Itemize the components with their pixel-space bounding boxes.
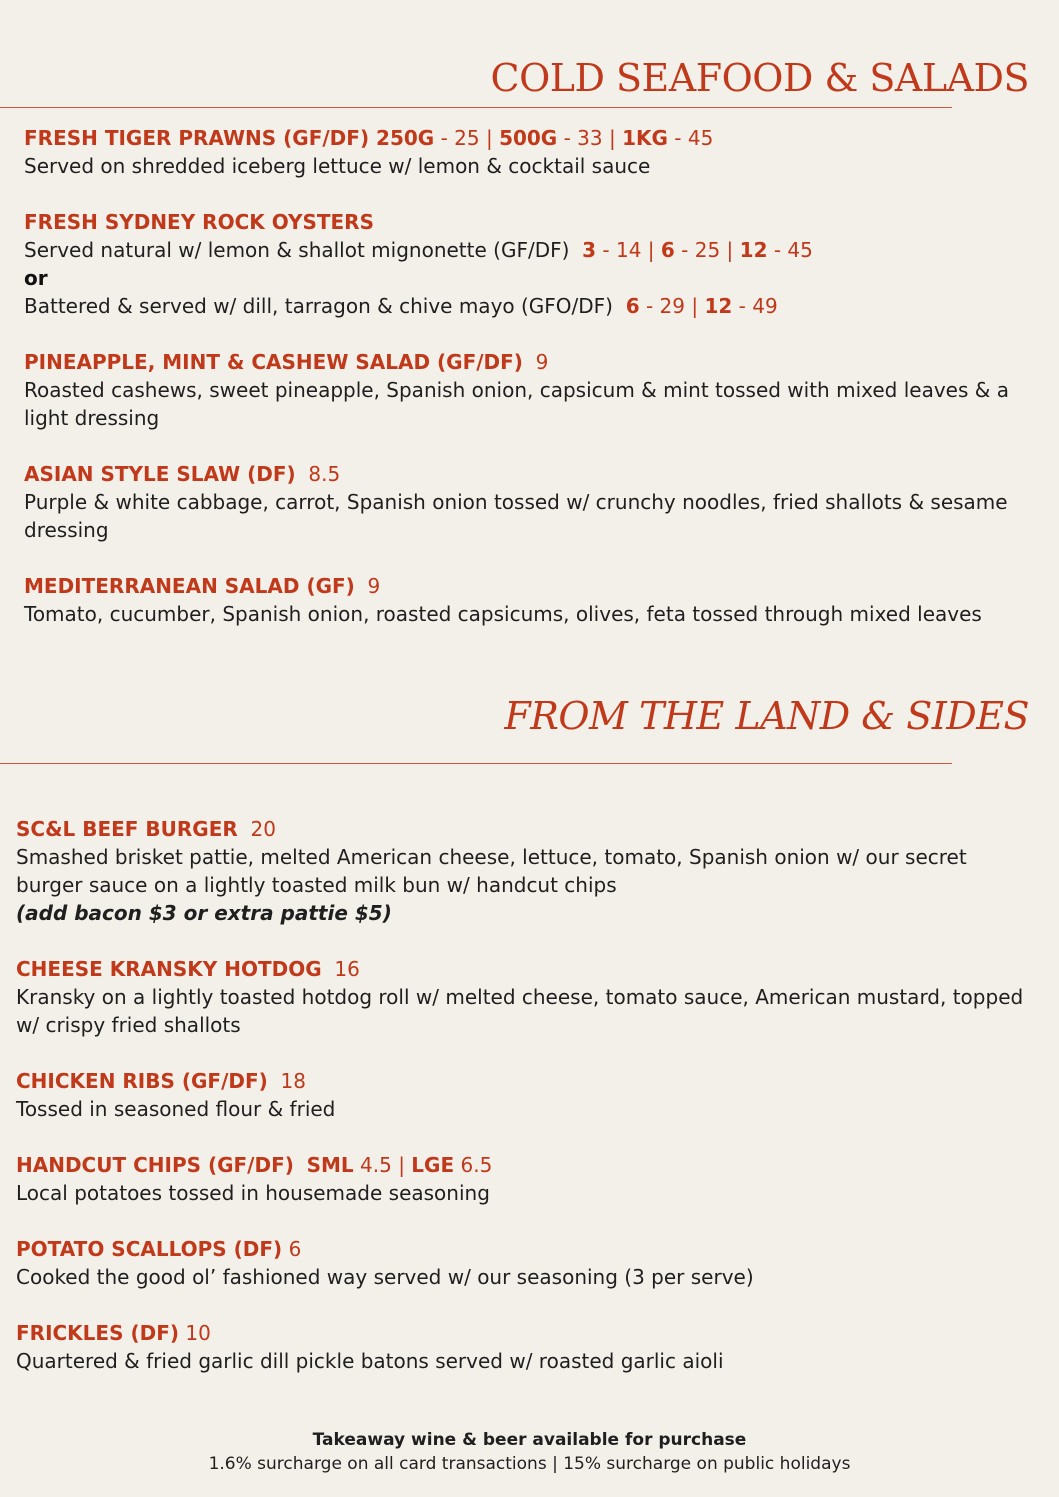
item-name: SC&L BEEF BURGER [16, 817, 238, 841]
item-name: FRICKLES (DF) [16, 1321, 179, 1345]
or-separator: or [24, 266, 48, 290]
menu-item-rock-oysters [24, 208, 1029, 320]
menu-item-tiger-prawns [24, 124, 1029, 180]
item-name: CHICKEN RIBS (GF/DF) [16, 1069, 268, 1093]
item-qty: 6 [660, 238, 675, 262]
item-description: Cooked the good ol’ fashioned way served w/ our seasoning (3 per serve) [16, 1265, 754, 1289]
item-qty: 6 [625, 294, 640, 318]
item-description: Tossed in seasoned flour & fried [16, 1097, 336, 1121]
price-separator: | [391, 1153, 412, 1177]
footer [0, 1428, 1059, 1476]
menu-item-beef-burger [16, 815, 1029, 927]
menu-item-chicken-ribs [16, 1067, 1029, 1123]
item-name: PINEAPPLE, MINT & CASHEW SALAD (GF/DF) [24, 350, 523, 374]
item-option-battered: Battered & served w/ dill, tarragon & chive mayo (GFO/DF) [24, 294, 613, 318]
item-price: 10 [185, 1321, 211, 1345]
item-name: POTATO SCALLOPS (DF) [16, 1237, 283, 1261]
item-description: Served on shredded iceberg lettuce w/ lemon & cocktail sauce [24, 154, 651, 178]
menu-item-potato-scallops [16, 1235, 1029, 1291]
section-title-land-sides: FROM THE LAND & SIDES [504, 694, 1029, 738]
item-price: 16 [334, 957, 360, 981]
item-price: 6 [288, 1237, 302, 1261]
item-option-natural: Served natural w/ lemon & shallot mignonette (GF/DF) [24, 238, 570, 262]
menu-item-frickles [16, 1319, 1029, 1375]
item-name: HANDCUT CHIPS (GF/DF) [16, 1153, 294, 1177]
item-description: Roasted cashews, sweet pineapple, Spanish onion, capsicum & mint tossed with mixed leaves & a light dressing [24, 378, 1009, 430]
item-price: 20 [250, 817, 276, 841]
item-name: MEDITERRANEAN SALAD (GF) [24, 574, 355, 598]
item-description: Smashed brisket pattie, melted American cheese, lettuce, tomato, Spanish onion w/ our secret burger sauce on a lightly toasted milk bun w/ handcut chips [16, 845, 967, 897]
item-price: 9 [535, 350, 549, 374]
menu-item-pineapple-salad [24, 348, 1029, 432]
section-title-cold-seafood: COLD SEAFOOD & SALADS [490, 56, 1029, 100]
item-price: - 45 [767, 238, 813, 262]
item-name: ASIAN STYLE SLAW (DF) [24, 462, 296, 486]
item-name: FRESH SYDNEY ROCK OYSTERS [24, 210, 374, 234]
menu-item-mediterranean-salad [24, 572, 1029, 628]
item-size: 1KG [622, 126, 668, 150]
section-divider [0, 107, 952, 108]
item-name: CHEESE KRANSKY HOTDOG [16, 957, 322, 981]
item-size: SML [306, 1153, 354, 1177]
menu-item-asian-slaw [24, 460, 1029, 544]
item-description: Quartered & fried garlic dill pickle batons served w/ roasted garlic aioli [16, 1349, 724, 1373]
item-price: 18 [280, 1069, 306, 1093]
item-addon-note: (add bacon $3 or extra pattie $5) [16, 901, 392, 925]
item-name: FRESH TIGER PRAWNS (GF/DF) 250G [24, 126, 435, 150]
item-description: Tomato, cucumber, Spanish onion, roasted capsicums, olives, feta tossed through mixed leaves [24, 602, 982, 626]
section-divider [0, 763, 952, 764]
item-description: Kransky on a lightly toasted hotdog roll w/ melted cheese, tomato sauce, American mustard, topped w/ crispy fried shallots [16, 985, 1024, 1037]
item-description: Local potatoes tossed in housemade seasoning [16, 1181, 490, 1205]
item-qty: 12 [739, 238, 768, 262]
item-size: 500G [499, 126, 558, 150]
item-price: - 14 | [596, 238, 661, 262]
item-price: - 33 | [557, 126, 623, 150]
item-price: - 25 | [674, 238, 740, 262]
item-price: - 45 [667, 126, 714, 150]
item-price: - 25 | [434, 126, 500, 150]
item-price: 8.5 [308, 462, 341, 486]
item-price: 9 [367, 574, 381, 598]
item-price: 4.5 [360, 1153, 392, 1177]
item-price: - 49 [732, 294, 778, 318]
footer-takeaway-note: Takeaway wine & beer available for purchase [312, 1430, 747, 1450]
footer-surcharge-note: 1.6% surcharge on all card transactions | 15% surcharge on public holidays [208, 1454, 851, 1474]
item-price: - 29 | [639, 294, 705, 318]
item-size: LGE [411, 1153, 455, 1177]
item-price: 6.5 [460, 1153, 493, 1177]
item-qty: 12 [704, 294, 733, 318]
item-description: Purple & white cabbage, carrot, Spanish onion tossed w/ crunchy noodles, fried shallots & sesame dressing [24, 490, 1008, 542]
menu-item-handcut-chips [16, 1151, 1029, 1207]
menu-item-kransky-hotdog [16, 955, 1029, 1039]
item-qty: 3 [582, 238, 597, 262]
